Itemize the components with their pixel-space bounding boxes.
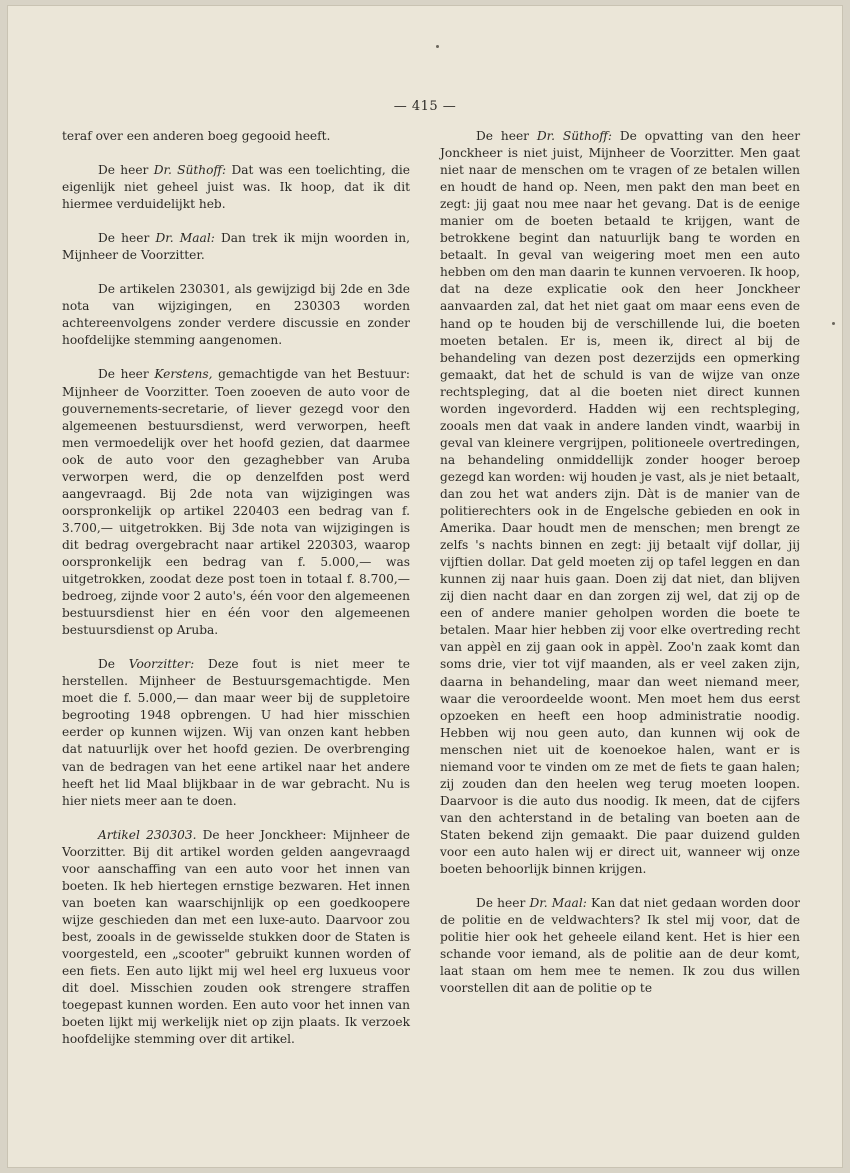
page-number: — 415 — [393, 99, 457, 114]
paragraph: De heer Dr. Maal: Dan trek ik mijn woorden in, Mijnheer de Voorzitter. [62, 231, 410, 263]
speaker-name: Kerstens, [154, 367, 213, 382]
paragraph: De artikelen 230301, als gewijzigd bij 2de en 3de nota van wijzigingen, en 230303 worden achtereenvolgens zonder verdere discussie en zonder hoofdelijke stemming aangenomen. [62, 282, 410, 348]
speaker-name: Dr. Süthoff: [153, 163, 227, 178]
margin-dot [436, 45, 439, 48]
paragraph: De heer Kerstens, gemachtigde van het Bestuur: Mijnheer de Voorzitter. Toen zooeven de auto voor de gouvernements-secretarie, of liever gezegd voor den algemeenen bestuursdienst, werd verworpen, heeft men vermoedelijk over het hoofd gezien, dat daarmee ook de auto voor den gezaghebber van Aruba verworpen werd, die op denzelfden post werd aangevraagd. Bij 2de nota van wijzigingen was oorspronkelijk op artikel 220403 een bedrag van f. 3.700,— uitgetrokken. Bij 3de nota van wijzigingen is dit bedrag overgebracht naar artikel 220303, waarop oorspronkelijk een bedrag van f. 5.000,— was uitgetrokken, zoodat deze post toen in totaal f. 8.700,— bedroeg, zijnde voor 2 auto's, één voor den algemeenen bestuursdienst hier en één voor den algemeenen bestuursdienst op Aruba. [62, 367, 410, 638]
article-number: Artikel 230303. [98, 827, 197, 842]
paragraph: Artikel 230303. De heer Jonckheer: Mijnheer de Voorzitter. Bij dit artikel worden gelden aangevraagd voor aanschaffing van een auto voor het innen van boeten. Ik heb hiertegen ernstige bezwaren. Het innen van boeten kan waarschijnlijk op een goedkoopere wijze geschieden dan met een luxe-auto. Daarvoor zou best, zooals in de gewisselde stukken door de Staten is voorgesteld, een „scooter" gebruikt kunnen worden of een fiets. Een auto lijkt mij wel heel erg luxueus voor dit doel. Misschien zouden ook strengere straffen toegepast kunnen worden. Een auto voor het innen van boeten lijkt mij werkelijk niet op zijn plaats. Ik verzoek hoofdelijke stemming over dit artikel. [62, 827, 410, 1047]
paragraph: teraf over een anderen boeg gegooid heeft. [62, 129, 331, 143]
paragraph: De heer Dr. Maal: Kan dat niet gedaan worden door de politie en de veldwachters? Ik stel mij voor, dat de politie hier ook het geheele eiland kent. Het is hier een schande voor iemand, als de politie aan de deur komt, laat staan om hem mee te nemen. Ik zou dus willen voorstellen dit aan de politie op te [440, 896, 800, 996]
speaker-name: Dr. Süthoff: [536, 129, 612, 143]
paragraph: De Voorzitter: Deze fout is niet meer te herstellen. Mijnheer de Bestuursgemachtigde. Men moet die f. 5.000,— dan maar weer bij de suppletoire begrooting 1948 opbrengen. U had hier misschien eerder op kunnen wijzen. Wij van onzen kant hebben dat natuurlijk over het hoofd gezien. De overbrenging van de bedragen van het eene artikel naar het andere heeft het lid Maal blijkbaar in de war gebracht. Nu is hier niets meer aan te doen. [62, 657, 411, 808]
left-column [62, 128, 410, 1048]
margin-dot [832, 322, 835, 325]
paragraph: De heer Dr. Süthoff: De opvatting van den heer Jonckheer is niet juist, Mijnheer de Voorzitter. Men gaat niet naar de menschen om te vragen of ze betalen willen en houdt de hand op. Neen, men pakt den man beet en zegt: jij gaat nou mee naar het gevang. Dat is de eenige manier om de boeten betaald te krijgen, want de betrokkene begint dan natuurlijk bang te worden en betaalt. In geval van weigering moet men een auto hebben om den man daarin te kunnen vervoeren. Ik hoop, dat na deze explicatie ook den heer Jonckheer aanvaarden zal, dat het niet gaat om maar eens even de hand op te houden bij de verschillende lui, die boeten moeten betalen. Er is, meen ik, direct al bij de behandeling van dezen post dezerzijds een opmerking gemaakt, dat het de schuld is van de wijze van onze rechtspleging, dat al die boeten niet direct kunnen worden ingevorderd. Hadden wij een rechtspleging, zooals men dat vaak in andere landen vindt, waarbij in geval van kleinere vergrijpen, politioneele overtredingen, na behandeling onmiddellijk zonder hooger beroep gezegd kan worden: wij houden je vast, als je niet betaalt, dan zou het wat anders zijn. Dàt is de manier van de politierechters ook in de Engelsche gebieden en ook in Amerika. Daar houdt men de menschen; men brengt ze zelfs 's nachts binnen en zegt: jij betaalt vijf dollar, jij vijftien dollar. Dat geld moeten zij op tafel leggen en dan kunnen zij naar huis gaan. Doen zij dat niet, dan blijven zij dien nacht daar en dan zorgen zij wel, dat zij op de een of andere manier geholpen worden die boete te betalen. Maar hier hebben zij voor elke overtreding recht van appèl en zij gaan ook in appèl. Zoo'n zaak komt dan soms drie, vier tot vijf maanden, als er veel zaken zijn, daarna in behandeling, maar dan weet niemand meer, waar die veroordeelde woont. Men moet hem dus eerst opzoeken en heeft een hoop administratie noodig. Hebben wij nou geen auto, dan kunnen wij ook de menschen niet uit de koenoekoe halen, want er is niemand voor te vinden om ze met de fiets te gaan halen; zij zouden dan den heelen weg terug moeten loopen. Daarvoor is die auto dus noodig. Ik meen, dat de cijfers van den achterstand in de betaling van boeten aan de Staten bekend zijn gemaakt. Die paar duizend gulden voor een auto halen wij er direct uit, wanneer wij onze boeten behoorlijk binnen krijgen. [440, 129, 801, 877]
paragraph: De heer Dr. Süthoff: Dat was een toelichting, die eigenlijk niet geheel juist was. Ik hoop, dat ik dit hiermee verduidelijkt heb. [62, 163, 411, 212]
speaker-name: Voorzitter: [128, 657, 195, 672]
speaker-name: Dr. Maal: [155, 231, 215, 246]
right-column [440, 128, 800, 997]
speaker-name: Dr. Maal: [529, 896, 587, 911]
